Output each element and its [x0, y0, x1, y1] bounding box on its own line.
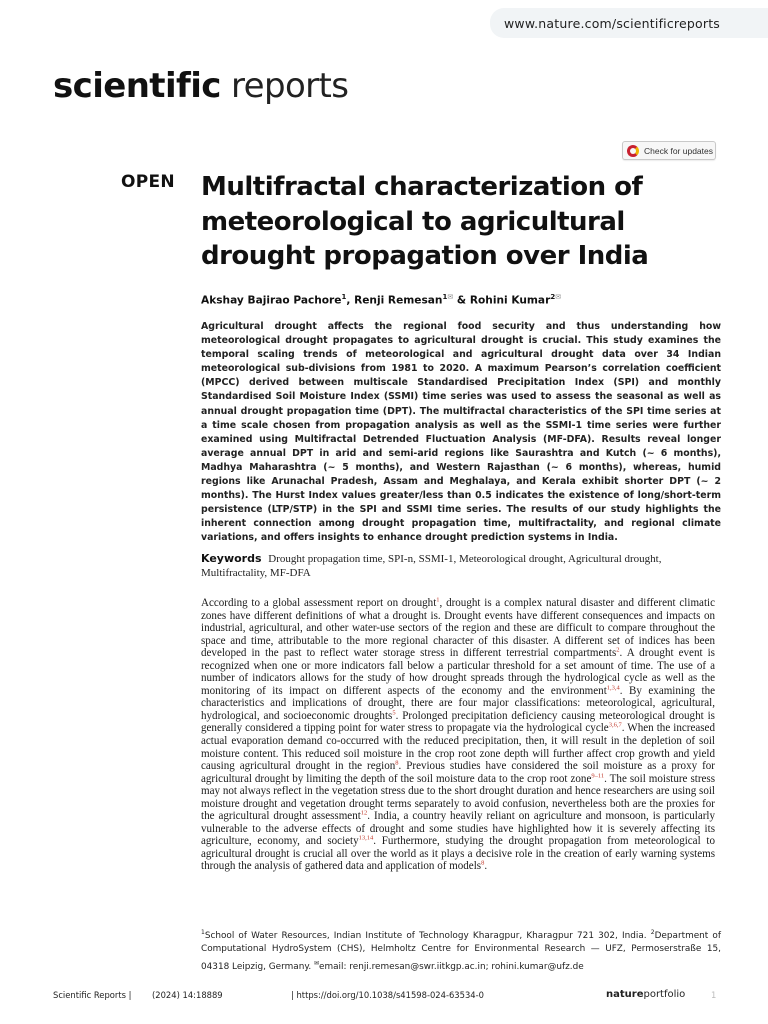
- citation-link[interactable]: 8: [395, 759, 399, 767]
- author-name: Akshay Bajirao Pachore: [201, 294, 342, 307]
- citation-link[interactable]: 8: [481, 859, 485, 867]
- author-list: [201, 293, 721, 307]
- body-text-run: . By examining the characteristics and implications of drought, there are four major classifications: meteorological, agricultural, hydrological, and socioeconomic droughts: [201, 684, 715, 722]
- footer-volume: (2024) 14:18889: [152, 990, 223, 1000]
- author-separator: ,: [346, 294, 355, 307]
- footer-doi-link[interactable]: | https://doi.org/10.1038/s41598-024-63534-0: [291, 990, 484, 1000]
- body-text-run: , drought is a complex natural disaster and different climatic zones have different definitions of what a drought is. Drought events have different consequences and impacts on industrial, agricultural, and other water-use sectors of the region and these are difficult to compare throughout the space and time, attributable to the more regional character of this disaster. A different set of indices has been developed in the past to reflect water storage stress in different terrestrial compartments: [201, 597, 715, 660]
- body-text-run: . The soil moisture stress may not always reflect in the vegetation stress due to the short drought duration and hence researchers are using soil moisture drought and vegetation drought terms separately to avoid confusion, nevertheless both are the proxies for the agricultural drought assessment: [201, 772, 716, 823]
- citation-link[interactable]: 1,3,4: [606, 684, 620, 692]
- brand-bold: nature: [606, 989, 644, 1000]
- body-text-run: . A drought event is recognized when one or more indicators fall below a particular threshold for a set amount of time. The use of a number of indicators allows for the study of how drought spreads through the hydrological cycle as well as the monitoring of its impact on different aspects of the economy and the environment: [201, 647, 715, 697]
- body-text-run: . India, a country heavily reliant on agriculture and monsoon, is particularly vulnerable to the adverse effects of drought and some studies have highlighted how it is severely affecting its agriculture, economy, and society: [201, 810, 716, 848]
- page-footer: [53, 990, 715, 1004]
- citation-link[interactable]: 9–11: [591, 771, 605, 779]
- affiliation-text: Department of Computational HydroSystem (CHS), Helmholtz Centre for Environmental Research — UFZ, Permoserstraße 15, 04318 Leipzig, Germany.: [201, 930, 721, 972]
- brand-light: portfolio: [643, 989, 686, 1000]
- keywords-heading: Keywords: [201, 552, 262, 565]
- citation-link[interactable]: 3,6,7: [608, 721, 622, 729]
- footer-journal: Scientific Reports |: [53, 990, 132, 1000]
- journal-url[interactable]: www.nature.com/scientificreports: [490, 8, 768, 38]
- keywords-list: Drought propagation time, SPI-n, SSMI-1, Meteorological drought, Agricultural drought, Multifractality, MF-DFA: [201, 553, 662, 579]
- citation-link[interactable]: 13,14: [358, 834, 374, 842]
- page-number: 1: [711, 990, 717, 1000]
- crossmark-icon: [627, 145, 639, 157]
- citation-link[interactable]: 5: [392, 709, 396, 717]
- body-text-run: According to a global assessment report on drought: [201, 597, 437, 609]
- affiliation-mark: 1: [201, 929, 205, 936]
- masthead-bold: scientific: [53, 66, 221, 106]
- abstract: Agricultural drought affects the regional food security and thus understanding how meteorological drought propagates to agricultural drought is crucial. This study examines the temporal scaling trends of meteorological and agricultural drought data over 34 Indian meteorological sub-divisions from 1981 to 2020. A maximum Pearson’s correlation coefficient (MPCC) derived between multiscale Standardised Precipitation Index (SPI) and monthly Standardised Soil Moisture Index (SSMI) time series was used to assess the seasonal as well as annual drought propagation time (DPT). The multifractal characteristics of the SPI time series at a time scale chosen from propagation analysis as well as the SSMI-1 time series were further examined using Multifractal Detrended Fluctuation Analysis (MF-DFA). Results reveal longer average annual DPT in arid and semi-arid regions like Saurashtra and Kutch (~ 6 months), Madhya Maharashtra (~ 5 months), and Western Rajasthan (~ 6 months), whereas, humid regions like Arunachal Pradesh, Assam and Meghalaya, and Kerala exhibit shorter DPT (~ 2 months). The Hurst Index values greater/less than 0.5 indicates the existence of long/short-term persistence (LTP/STP) in the SPI and SSMI time series. The results of our study highlights the inherent connection among drought propagation time, multifractality, and regional climate variations, and offers insights to enhance drought prediction systems in India.: [201, 321, 721, 544]
- citation-link[interactable]: 2: [616, 646, 620, 654]
- author-separator: &: [453, 294, 470, 307]
- body-text-run: . Furthermore, studying the drought propagation from meteorological to agricultural drought is crucial all over the world as it plays a decisive role in the creation of early warning systems through the analysis of gathered data and application of models: [201, 835, 715, 873]
- affiliation-text: email: renji.remesan@swr.iitkgp.ac.in; rohini.kumar@ufz.de: [319, 961, 584, 972]
- affiliations: [201, 926, 721, 974]
- open-access-label: OPEN: [121, 172, 175, 192]
- body-text-run: .: [484, 860, 488, 873]
- check-for-updates-label: Check for updates: [644, 145, 713, 156]
- body-text-run: . Previous studies have considered the soil moisture as a proxy for agricultural drought by limiting the depth of the soil moisture data to the crop root zone: [201, 760, 715, 785]
- check-for-updates-button[interactable]: [622, 141, 716, 160]
- body-text-run: . When the increased actual evaporation demand co-occurred with the reduced precipitation, then, it will result in the depletion of soil moisture content. This reduced soil moisture in the crop root zone depth will further affect crop growth and yield causing agricultural drought in the region: [201, 722, 715, 773]
- citation-link[interactable]: 12: [360, 809, 368, 817]
- affiliation-text: School of Water Resources, Indian Institute of Technology Kharagpur, Kharagpur 721 302, India.: [204, 930, 651, 941]
- masthead-light: reports: [231, 66, 349, 106]
- author-name: Renji Remesan: [354, 294, 443, 307]
- keywords: [201, 552, 721, 580]
- affiliation-mark: ✉: [313, 959, 319, 967]
- nature-portfolio-logo: [606, 989, 685, 1000]
- body-text-run: . Prolonged precipitation deficiency causing meteorological drought is generally considered a tipping point for water stress to propagate via the hydrological cycle: [201, 709, 715, 735]
- author-affiliation-mark: 2: [550, 293, 556, 301]
- author-affiliation-mark: 1: [341, 293, 347, 301]
- affiliation-mark: 2: [650, 929, 655, 936]
- article-title: Multifractal characterization of meteorological to agricultural drought propagation over India: [201, 172, 649, 271]
- citation-link[interactable]: 1: [436, 596, 440, 604]
- author-affiliation-mark: 1: [442, 293, 448, 301]
- journal-masthead[interactable]: [53, 66, 348, 106]
- introduction-paragraph: [201, 597, 715, 873]
- email-envelope-icon[interactable]: ✉: [555, 293, 562, 301]
- email-envelope-icon[interactable]: ✉: [447, 293, 454, 301]
- author-name: Rohini Kumar: [469, 294, 551, 307]
